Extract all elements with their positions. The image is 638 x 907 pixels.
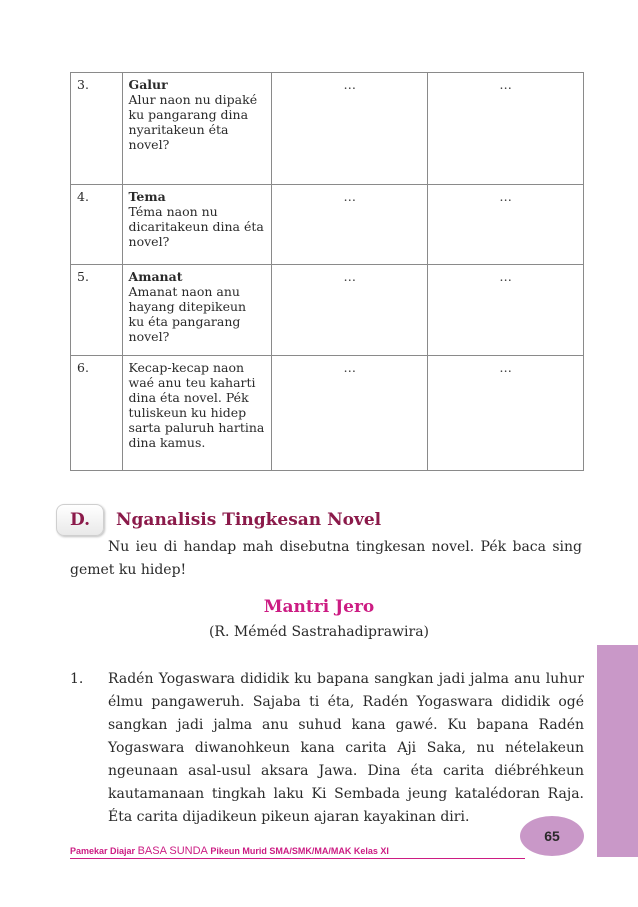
row-question [122, 185, 272, 265]
row-number: 5. [71, 265, 123, 356]
table-row [71, 265, 584, 356]
story-author: (R. Méméd Sastrahadiprawira) [208, 624, 430, 640]
table-row [71, 356, 584, 471]
paragraph-number: 1. [70, 671, 84, 687]
analysis-table [70, 72, 584, 471]
row-question [122, 73, 272, 185]
row-title: Amanat [128, 269, 183, 284]
row-number: 6. [71, 356, 123, 471]
answer-cell[interactable]: … [272, 185, 428, 265]
footer-prefix: Pamekar Diajar [70, 846, 136, 856]
answer-cell[interactable]: … [272, 265, 428, 356]
page-number: 65 [520, 816, 584, 856]
story-paragraph [70, 668, 584, 829]
row-text: Alur naon nu dipaké ku pangarang dina nyaritakeun éta novel? [128, 92, 258, 152]
row-question [122, 265, 272, 356]
row-number: 4. [71, 185, 123, 265]
answer-cell[interactable]: … [272, 73, 428, 185]
row-title: Tema [128, 189, 166, 204]
side-color-tab [597, 645, 638, 857]
footer-subject: BASA SUNDA [137, 845, 208, 857]
answer-cell[interactable]: … [428, 73, 584, 185]
answer-cell[interactable]: … [428, 356, 584, 471]
table-row [71, 73, 584, 185]
row-text: Amanat naon anu hayang ditepikeun ku éta pangarang novel? [128, 284, 247, 344]
section-badge: D. [56, 504, 104, 536]
row-text: Kecap-kecap naon waé anu teu kaharti dina éta novel. Pék tuliskeun ku hidep sarta paluruh hartina dina kamus. [128, 360, 265, 450]
row-number: 3. [71, 73, 123, 185]
row-question [122, 356, 272, 471]
paragraph-text: Radén Yogaswara dididik ku bapana sangkan jadi jalma anu luhur élmu pangaweruh. Sajaba ti éta, Radén Yogaswara dididik ogé sangkan jadi jalma anu suhud kana gawé. Ku bapana Radén Yogaswara diwanohkeun kana carita Aji Saka, nu nételakeun ngeunaan asal-usul aksara Jawa. Dina éta carita diébréhkeun kautamanaan tingkah laku Ki Sembada jeung katalédoran Raja. Éta carita dijadikeun pikeun ajaran kayakinan diri. [108, 671, 584, 825]
section-heading [56, 504, 381, 536]
row-text: Téma naon nu dicaritakeun dina éta novel? [128, 204, 264, 249]
answer-cell[interactable]: … [428, 265, 584, 356]
table-row [71, 185, 584, 265]
row-title: Galur [128, 77, 168, 92]
section-intro: Nu ieu di handap mah disebutna tingkesan novel. Pék baca sing gemet ku hidep! [70, 539, 582, 578]
footer-suffix: Pikeun Murid SMA/SMK/MA/MAK Kelas XI [210, 846, 389, 856]
story-title: Mantri Jero [263, 597, 375, 617]
answer-cell[interactable]: … [428, 185, 584, 265]
section-title: Nganalisis Tingkesan Novel [116, 510, 382, 530]
answer-cell[interactable]: … [272, 356, 428, 471]
page-footer [70, 845, 525, 859]
